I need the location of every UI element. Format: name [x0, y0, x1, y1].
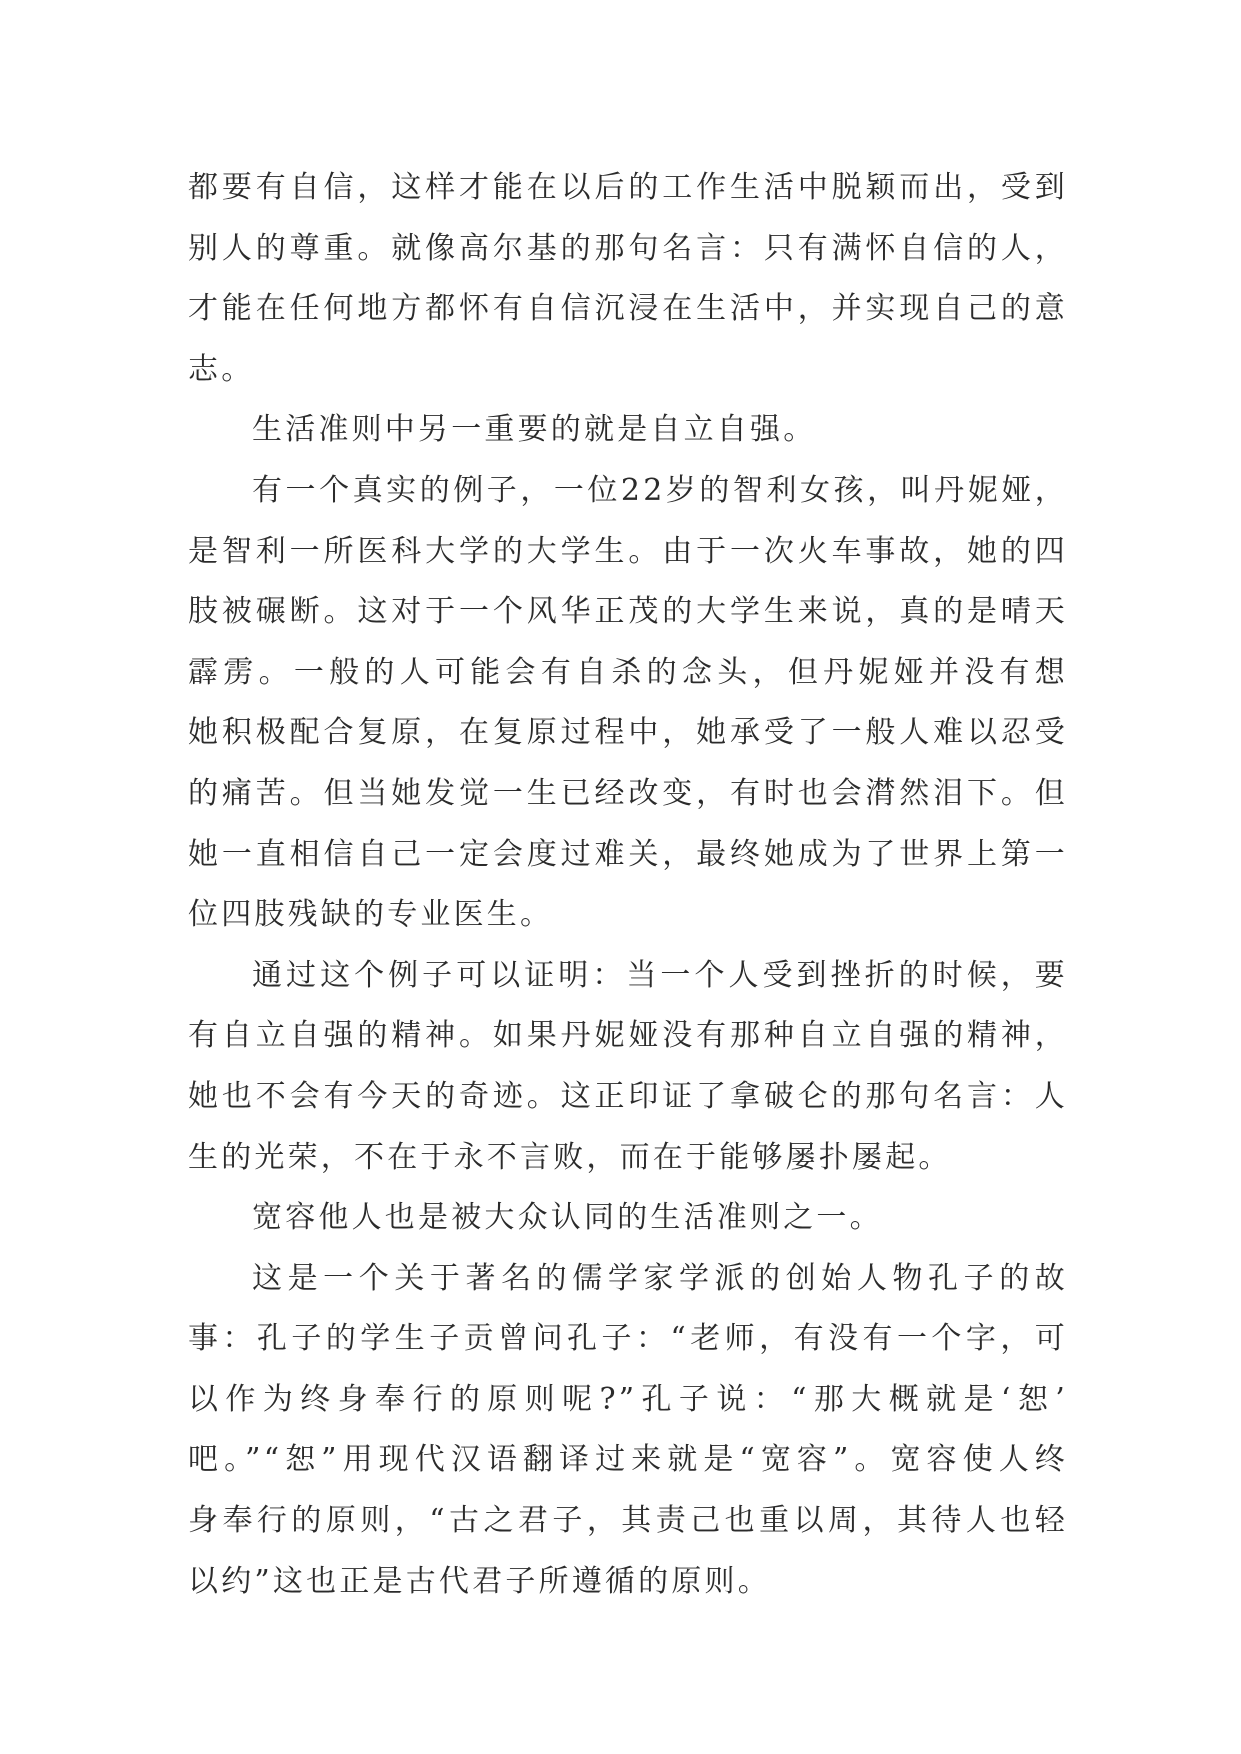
text-line: 她也不会有今天的奇迹。这正印证了拿破仑的那句名言：人: [188, 1078, 1068, 1114]
text-line: 以作为终身奉行的原则呢?”孔子说：“那大概就是‘恕’: [188, 1381, 1068, 1417]
text-line: 是智利一所医科大学的大学生。由于一次火车事故，她的四: [188, 533, 1068, 569]
text-line: 生活准则中另一重要的就是自立自强。: [252, 412, 817, 448]
text-line: 的痛苦。但当她发觉一生已经改变，有时也会潸然泪下。但: [188, 775, 1068, 811]
text-line: 都要有自信，这样才能在以后的工作生活中脱颖而出，受到: [188, 170, 1068, 205]
body-text: [188, 158, 1068, 1612]
text-line: 别人的尊重。就像高尔基的那句名言：只有满怀自信的人，: [188, 230, 1068, 266]
text-line: 才能在任何地方都怀有自信沉浸在生活中，并实现自己的意: [188, 291, 1068, 327]
text-line: 事：孔子的学生子贡曾问孔子：“老师，有没有一个字，可: [188, 1321, 1068, 1357]
text-line: 这是一个关于著名的儒学家学派的创始人物孔子的故: [252, 1260, 1068, 1296]
text-line: 肢被碾断。这对于一个风华正茂的大学生来说，真的是晴天: [188, 594, 1068, 630]
text-line: 位四肢残缺的专业医生。: [188, 897, 554, 933]
text-line: 生的光荣，不在于永不言败，而在于能够屡扑屡起。: [188, 1139, 952, 1175]
text-line: 她积极配合复原，在复原过程中，她承受了一般人难以忍受: [188, 715, 1068, 751]
text-line: 吧。”“恕”用现代汉语翻译过来就是“宽容”。宽容使人终: [188, 1442, 1068, 1478]
text-line: 身奉行的原则，“古之君子，其责己也重以周，其待人也轻: [188, 1503, 1068, 1539]
text-line: 有自立自强的精神。如果丹妮娅没有那种自立自强的精神，: [188, 1018, 1068, 1054]
text-line: 霹雳。一般的人可能会有自杀的念头，但丹妮娅并没有想: [188, 654, 1068, 690]
text-line: 有一个真实的例子，一位22岁的智利女孩，叫丹妮娅，: [252, 472, 1068, 508]
text-line: 志。: [188, 351, 255, 387]
text-line: 通过这个例子可以证明：当一个人受到挫折的时候，要: [252, 957, 1068, 993]
text-line: 她一直相信自己一定会度过难关，最终她成为了世界上第一: [188, 836, 1068, 872]
text-line: 宽容他人也是被大众认同的生活准则之一。: [252, 1200, 883, 1236]
text-line: 以约”这也正是古代君子所遵循的原则。: [188, 1563, 771, 1599]
